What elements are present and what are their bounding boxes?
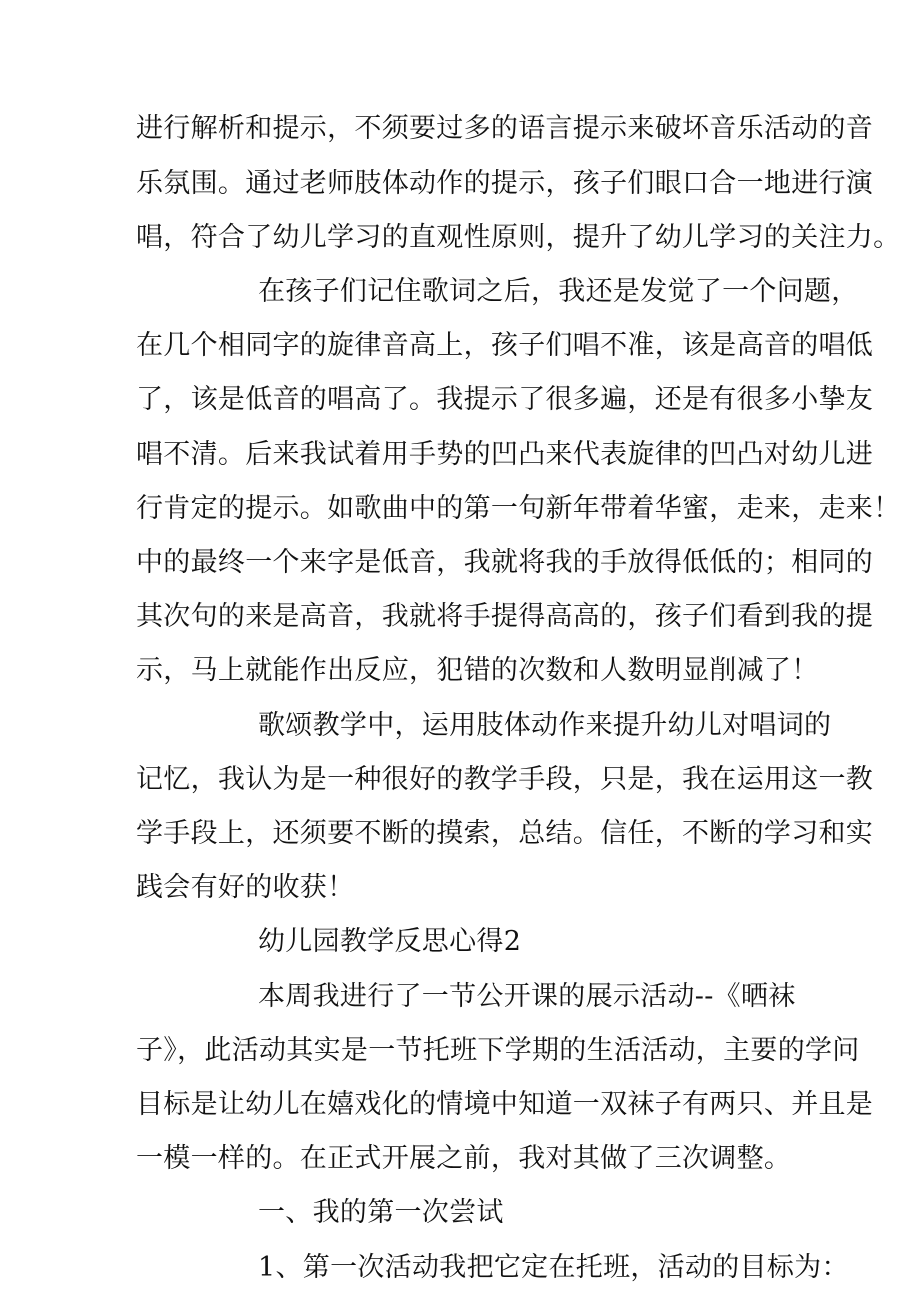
text-line: 唱，符合了幼儿学习的直观性原则，提升了幼儿学习的关注力。 <box>136 222 901 253</box>
text-line: 目标是让幼儿在嬉戏化的情境中知道一双袜子有两只、并且是 <box>136 1089 874 1120</box>
text-line: 其次句的来是高音，我就将手提得高高的，孩子们看到我的提 <box>136 601 874 632</box>
text-line: 本周我进行了一节公开课的展示活动--《晒袜 <box>258 981 796 1012</box>
text-line: 一模一样的。在正式开展之前，我对其做了三次调整。 <box>136 1143 792 1174</box>
text-line: 子》，此活动其实是一节托班下学期的生活活动，主要的学问 <box>136 1035 860 1066</box>
text-line: 乐氛围。通过老师肢体动作的提示，孩子们眼口合一地进行演 <box>136 168 874 199</box>
text-line: 示，马上就能作出反应，犯错的次数和人数明显削减了！ <box>136 655 819 686</box>
list-item: 1、第一次活动我把它定在托班，活动的目标为： <box>258 1252 849 1283</box>
text-line: 在几个相同字的旋律音高上，孩子们唱不准，该是高音的唱低 <box>136 330 874 361</box>
text-line: 行肯定的提示。如歌曲中的第一句新年带着华蜜，走来，走来！ <box>136 493 901 524</box>
text-line: 中的最终一个来字是低音，我就将我的手放得低低的；相同的 <box>136 547 874 578</box>
text-line: 践会有好的收获！ <box>136 872 355 903</box>
text-line: 进行解析和提示，不须要过多的语言提示来破坏音乐活动的音 <box>136 113 874 144</box>
text-line: 了，该是低音的唱高了。我提示了很多遍，还是有很多小挚友 <box>136 384 874 415</box>
section-title: 一、我的第一次尝试 <box>258 1197 504 1228</box>
text-line: 歌颂教学中，运用肢体动作来提升幼儿对唱词的 <box>258 710 832 741</box>
section-heading: 幼儿园教学反思心得2 <box>258 926 522 957</box>
text-line: 学手段上，还须要不断的摸索，总结。信任，不断的学习和实 <box>136 818 874 849</box>
text-line: 记忆，我认为是一种很好的教学手段，只是，我在运用这一教 <box>136 764 874 795</box>
text-line: 在孩子们记住歌词之后，我还是发觉了一个问题， <box>258 276 859 307</box>
text-line: 唱不清。后来我试着用手势的凹凸来代表旋律的凹凸对幼儿进 <box>136 439 874 470</box>
